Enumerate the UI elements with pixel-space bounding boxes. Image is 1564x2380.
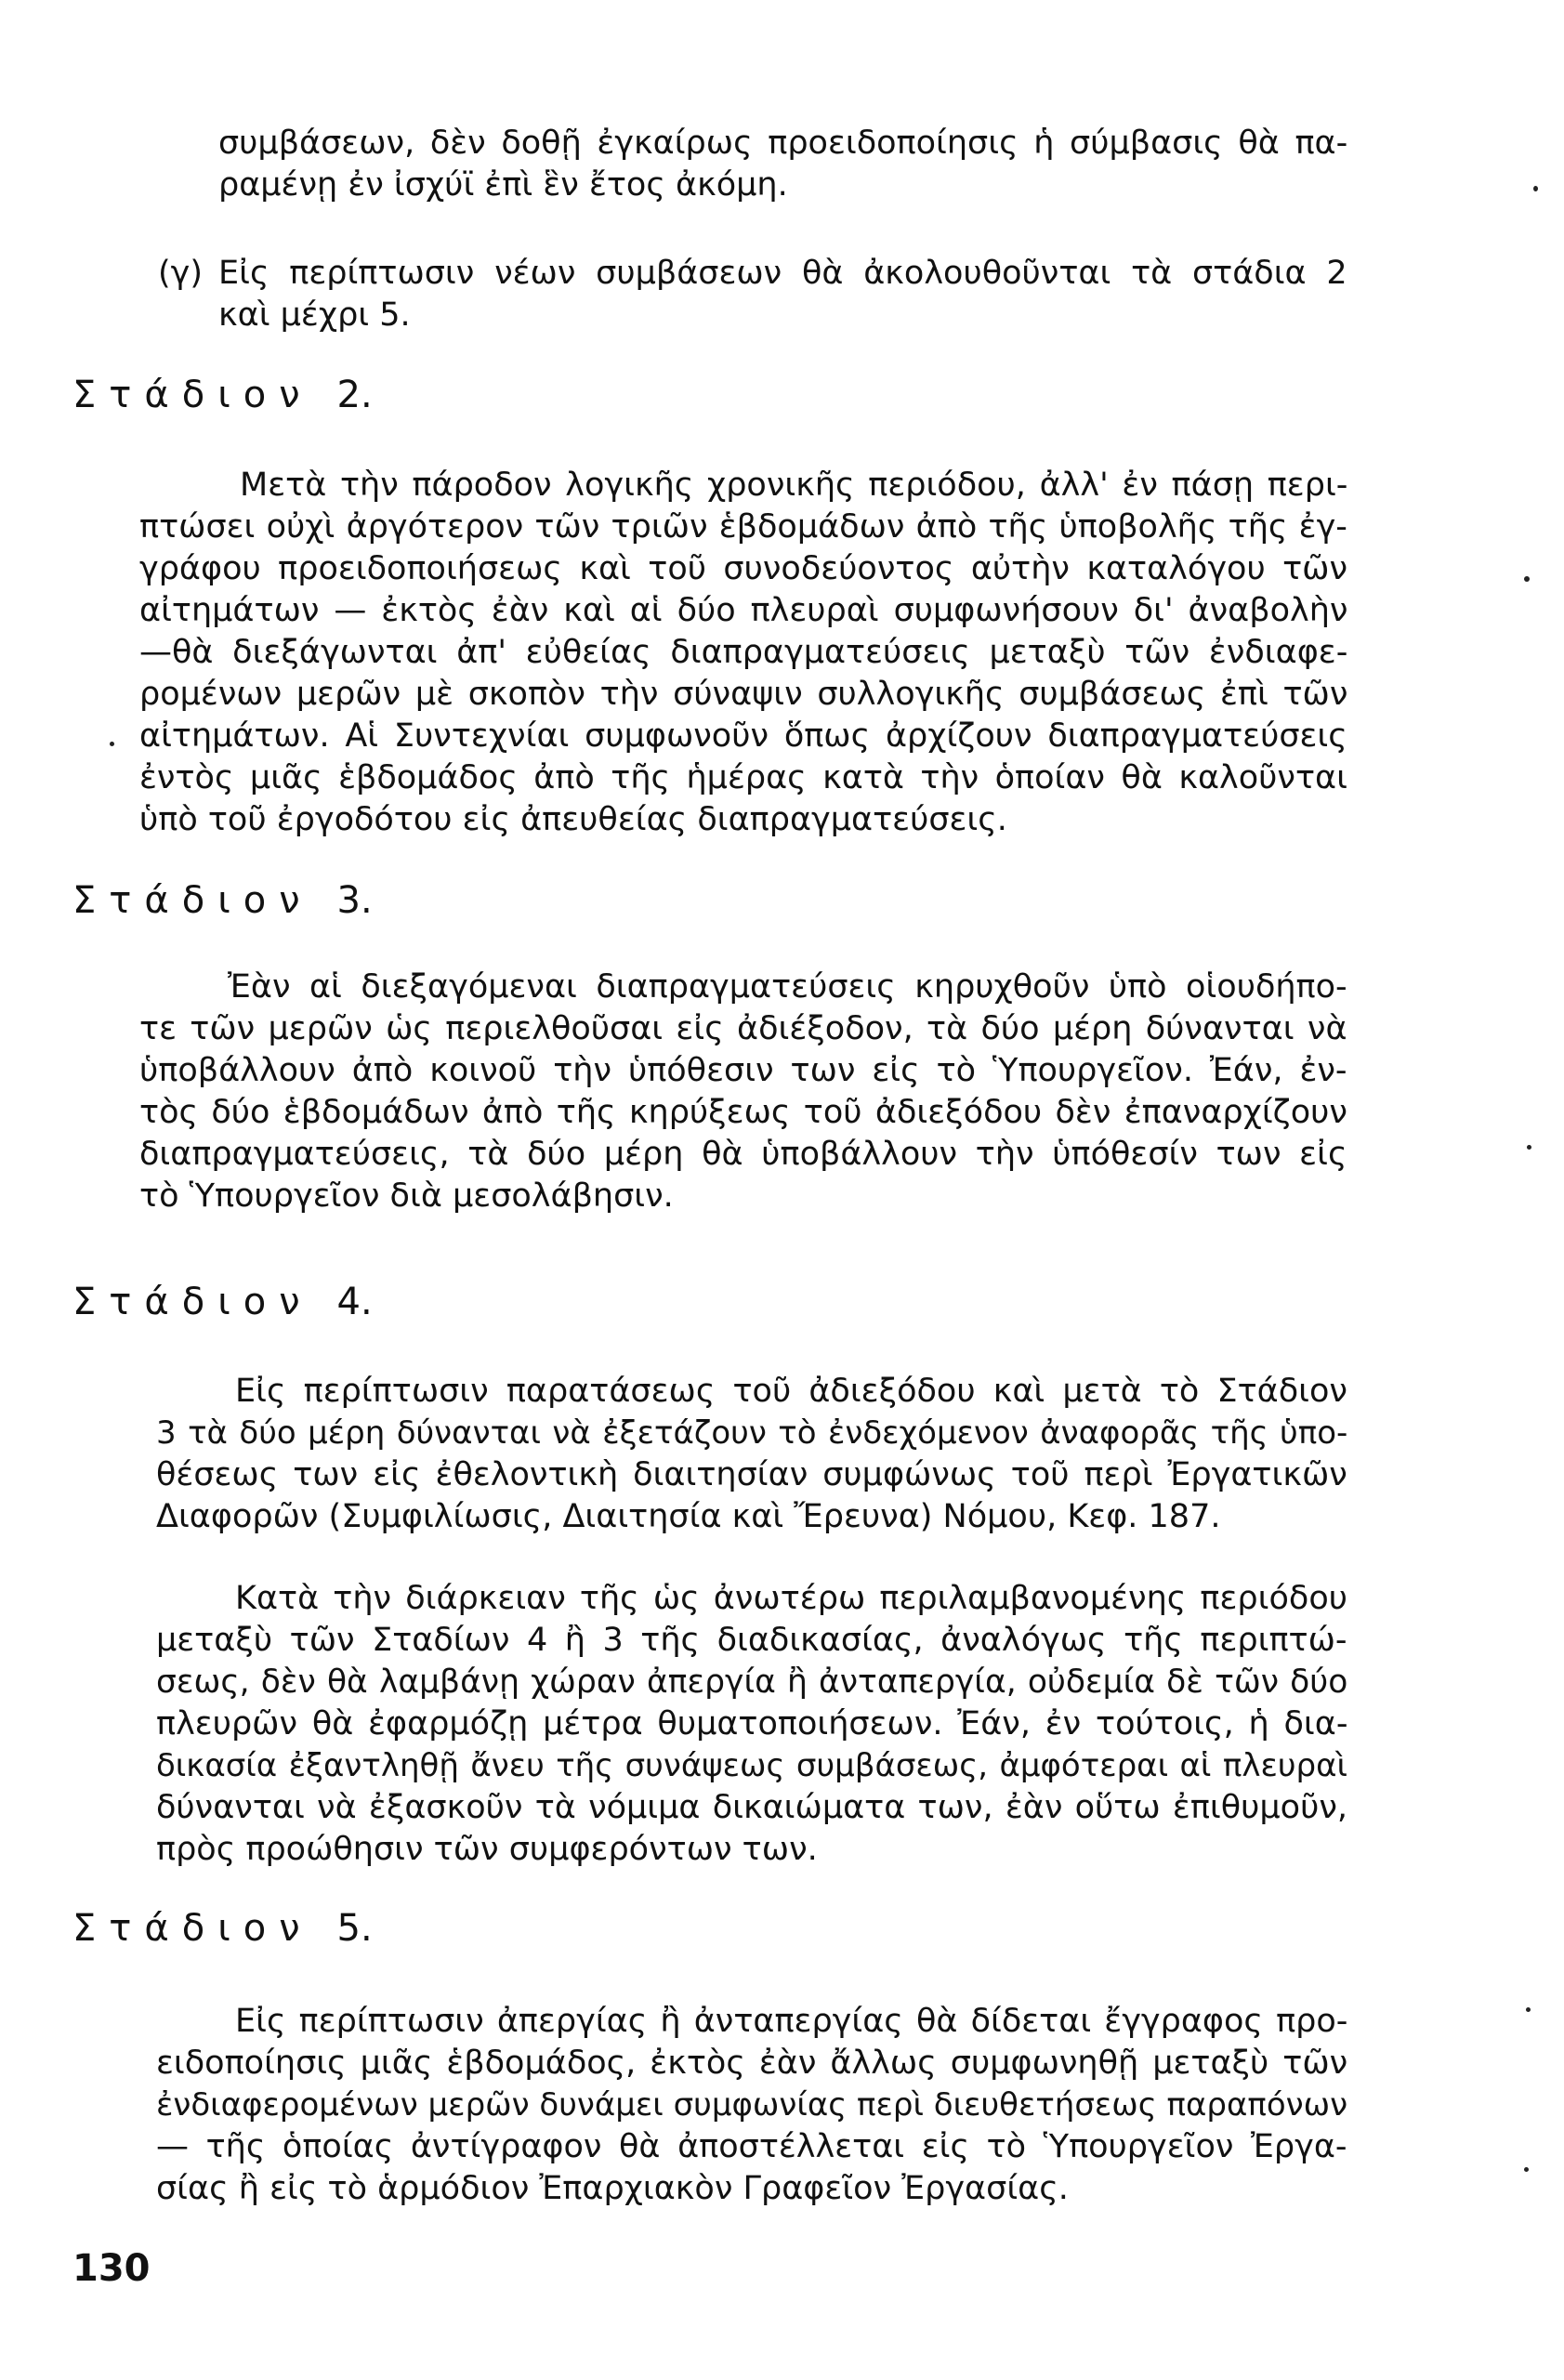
text-line: μεταξὺ τῶν Σταδίων 4 ἢ 3 τῆς διαδικασίας, ἀναλόγως τῆς περιπτώ- — [156, 1622, 1347, 1659]
heading-number: 5. — [336, 1907, 373, 1950]
scan-speck — [1524, 2167, 1529, 2172]
text-line: γράφου προειδοποιήσεως καὶ τοῦ συνοδεύοντος αὐτὴν καταλόγου τῶν — [139, 550, 1348, 587]
text-line: τὸς δύο ἑβδομάδων ἀπὸ τῆς κηρύξεως τοῦ ἀδιεξόδου δὲν ἐπαναρχίζουν — [139, 1094, 1347, 1131]
text-line: σεως, δὲν θὰ λαμβάνῃ χώραν ἀπεργία ἢ ἀνταπεργία, οὐδεμία δὲ τῶν δύο — [156, 1663, 1348, 1701]
text-line: αἰτημάτων — ἐκτὸς ἐὰν καὶ αἱ δύο πλευραὶ συμφωνήσουν δι' ἀναβολὴν — [139, 592, 1348, 629]
text-line: αἰτημάτων. Αἱ Συντεχνίαι συμφωνοῦν ὅπως ἀρχίζουν διαπραγματεύσεις — [139, 717, 1347, 755]
text-line: Εἰς περίπτωσιν ἀπεργίας ἢ ἀνταπεργίας θὰ δίδεται ἔγγραφος προ- — [235, 2003, 1348, 2040]
heading-number: 3. — [336, 879, 373, 922]
text-line: δύνανται νὰ ἐξασκοῦν τὰ νόμιμα δικαιώματα των, ἐὰν οὕτω ἐπιθυμοῦν, — [156, 1789, 1348, 1826]
text-line: καὶ μέχρι 5. — [218, 296, 411, 334]
scan-speck — [110, 742, 114, 746]
text-line: Κατὰ τὴν διάρκειαν τῆς ὡς ἀνωτέρω περιλαμβανομένης περιόδου — [235, 1580, 1347, 1617]
text-line: Μετὰ τὴν πάροδον λογικῆς χρονικῆς περιόδου, ἀλλ' ἐν πάσῃ περι- — [240, 467, 1348, 504]
text-line: ραμένῃ ἐν ἰσχύϊ ἐπὶ ἓν ἔτος ἀκόμη. — [218, 166, 788, 204]
text-line: Διαφορῶν (Συμφιλίωσις, Διαιτησία καὶ Ἔρευνα) Νόμου, Κεφ. 187. — [156, 1498, 1221, 1535]
stage-3-paragraph — [139, 966, 1347, 1217]
scan-speck — [1526, 2007, 1531, 2012]
text-line: τὸ Ὑπουργεῖον διὰ μεσολάβησιν. — [139, 1177, 674, 1215]
heading-word: Στάδιον — [72, 1281, 313, 1323]
heading-number: 2. — [336, 374, 373, 416]
heading-word: Στάδιον — [72, 1907, 313, 1950]
text-line: ειδοποίησις μιᾶς ἑβδομάδος, ἐκτὸς ἐὰν ἄλλως συμφωνηθῇ μεταξὺ τῶν — [156, 2045, 1348, 2082]
intro-paragraph — [218, 123, 1347, 206]
text-line: 3 τὰ δύο μέρη δύνανται νὰ ἐξετάζουν τὸ ἐνδεχόμενον ἀναφορᾶς τῆς ὑπο- — [156, 1414, 1348, 1452]
text-line: τε τῶν μερῶν ὡς περιελθοῦσαι εἰς ἀδιέξοδον, τὰ δύο μέρη δύνανται νὰ — [139, 1010, 1347, 1047]
text-line: ἐνδιαφερομένων μερῶν δυνάμει συμφωνίας περὶ διευθετήσεως παραπόνων — [156, 2086, 1348, 2124]
text-line: δικασία ἐξαντληθῇ ἄνευ τῆς συνάψεως συμβάσεως, ἀμφότεραι αἱ πλευραὶ — [156, 1747, 1348, 1784]
text-line: σίας ἢ εἰς τὸ ἁρμόδιον Ἐπαρχιακὸν Γραφεῖον Ἐργασίας. — [156, 2170, 1069, 2207]
heading-word: Στάδιον — [72, 879, 313, 922]
text-line: πλευρῶν θὰ ἐφαρμόζῃ μέτρα θυματοποιήσεων. Ἐάν, ἐν τούτοις, ἡ δια- — [156, 1705, 1348, 1742]
text-line: ὑποβάλλουν ἀπὸ κοινοῦ τὴν ὑπόθεσιν των εἰς τὸ Ὑπουργεῖον. Ἐάν, ἐν- — [139, 1052, 1347, 1089]
stage-3-heading — [72, 879, 373, 922]
stage-4-heading — [72, 1281, 373, 1323]
heading-word: Στάδιον — [72, 374, 313, 416]
stage-5-paragraph — [156, 2001, 1347, 2210]
heading-number: 4. — [336, 1281, 373, 1323]
page-number: 130 — [72, 2247, 151, 2290]
scan-speck — [1524, 576, 1530, 582]
text-line: — τῆς ὁποίας ἀντίγραφον θὰ ἀποστέλλεται εἰς τὸ Ὑπουργεῖον Ἐργα- — [156, 2128, 1347, 2165]
stage-4-paragraph-1 — [156, 1371, 1347, 1538]
stage-2-paragraph — [139, 465, 1347, 841]
text-line: πρὸς προώθησιν τῶν συμφερόντων των. — [156, 1831, 818, 1868]
text-line: ἐντὸς μιᾶς ἑβδομάδος ἀπὸ τῆς ἡμέρας κατὰ τὴν ὁποίαν θὰ καλοῦνται — [139, 759, 1347, 796]
scan-speck — [1527, 1145, 1531, 1150]
stage-2-heading — [72, 374, 373, 416]
stage-4-paragraph-2 — [156, 1578, 1347, 1871]
text-line: Εἰς περίπτωσιν νέων συμβάσεων θὰ ἀκολουθοῦνται τὰ στάδια 2 — [218, 255, 1347, 292]
stage-5-heading — [72, 1907, 373, 1950]
item-gamma-label: (γ) — [158, 255, 204, 292]
item-gamma-paragraph — [218, 253, 1347, 336]
scan-speck — [1533, 186, 1538, 191]
text-line: —θὰ διεξάγωνται ἀπ' εὐθείας διαπραγματεύσεις μεταξὺ τῶν ἐνδιαφε- — [139, 634, 1348, 671]
text-line: συμβάσεων, δὲν δοθῇ ἐγκαίρως προειδοποίησις ἡ σύμβασις θὰ πα- — [218, 125, 1348, 162]
text-line: ρομένων μερῶν μὲ σκοπὸν τὴν σύναψιν συλλογικῆς συμβάσεως ἐπὶ τῶν — [139, 676, 1348, 713]
text-line: Ἐὰν αἱ διεξαγόμεναι διαπραγματεύσεις κηρυχθοῦν ὑπὸ οἱουδήπο- — [228, 968, 1347, 1006]
text-line: Εἰς περίπτωσιν παρατάσεως τοῦ ἀδιεξόδου καὶ μετὰ τὸ Στάδιον — [235, 1373, 1347, 1410]
text-line: ὑπὸ τοῦ ἐργοδότου εἰς ἀπευθείας διαπραγματεύσεις. — [139, 801, 1007, 838]
text-line: θέσεως των εἰς ἐθελοντικὴ διαιτησίαν συμφώνως τοῦ περὶ Ἐργατικῶν — [156, 1456, 1347, 1493]
text-line: πτώσει οὐχὶ ἀργότερον τῶν τριῶν ἑβδομάδων ἀπὸ τῆς ὑποβολῆς τῆς ἐγ- — [139, 508, 1347, 546]
text-line: διαπραγματεύσεις, τὰ δύο μέρη θὰ ὑποβάλλουν τὴν ὑπόθεσίν των εἰς — [139, 1136, 1347, 1173]
